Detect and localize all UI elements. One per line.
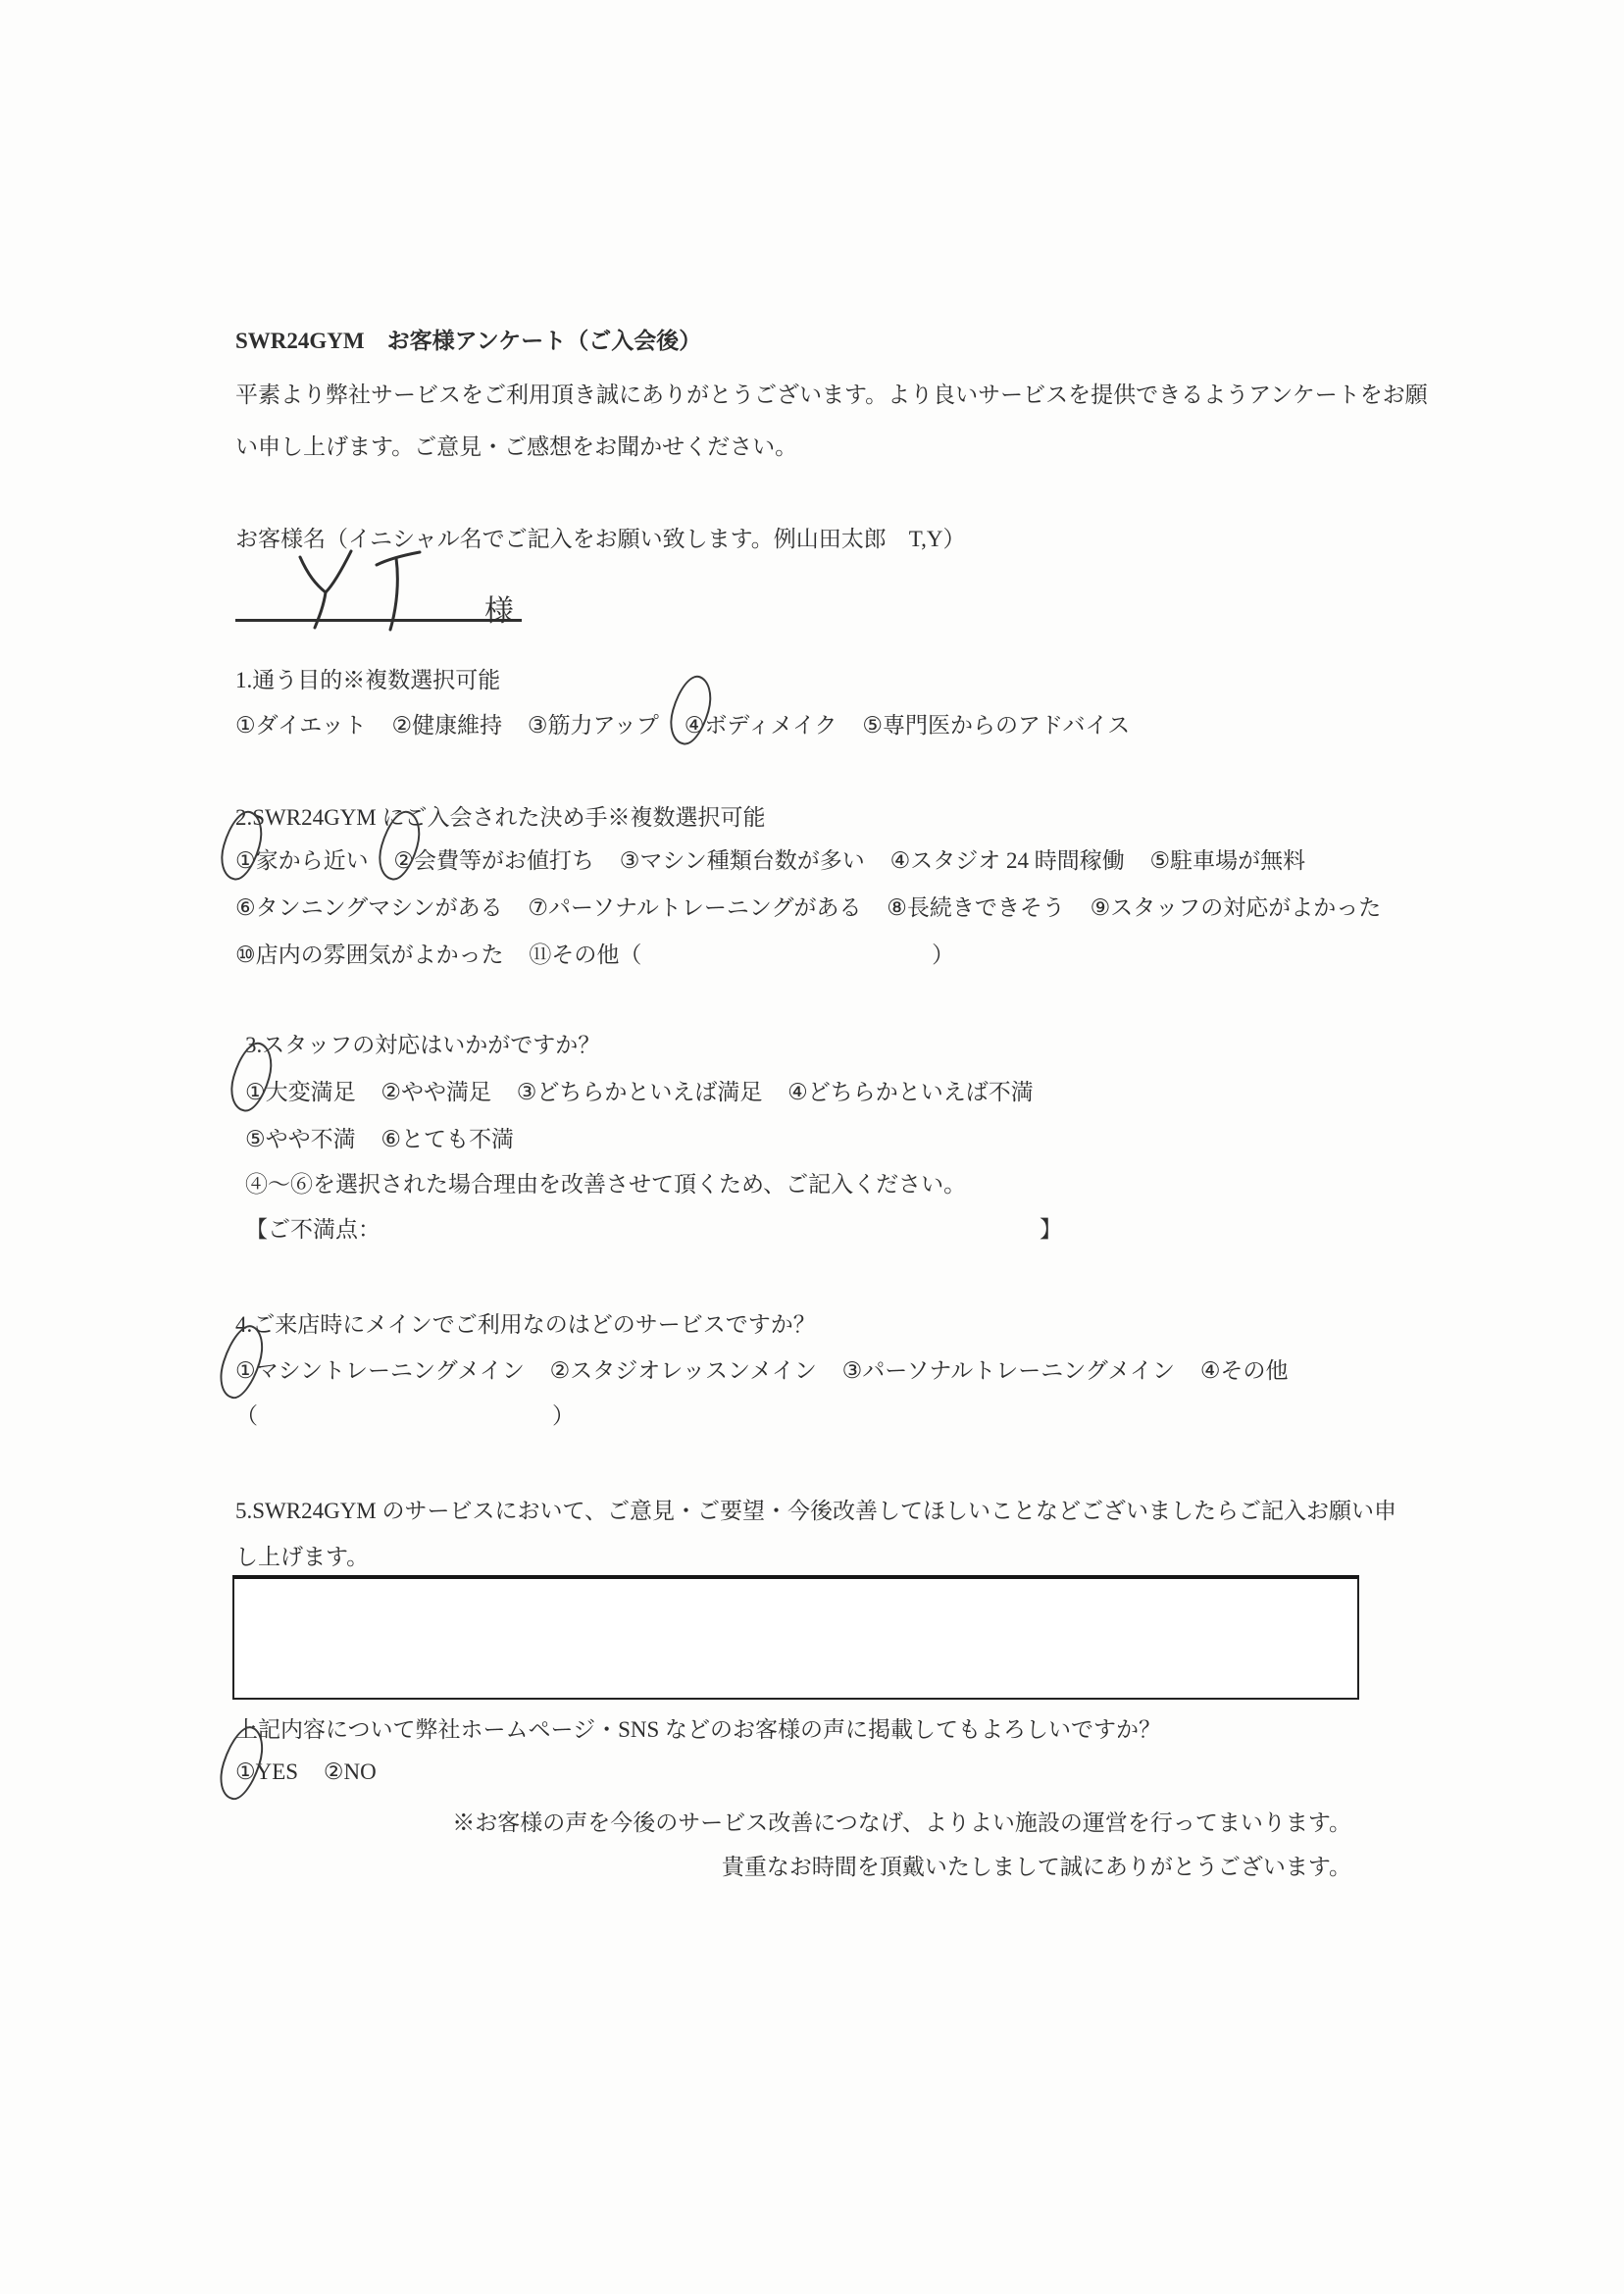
q3-options-line1 — [245, 1079, 1034, 1107]
q3-note: ④～⑥を選択された場合理由を改善させて頂くため、ご記入ください。 — [245, 1172, 967, 1197]
q4-option-3-number: ③ — [841, 1358, 863, 1383]
q1-option-4 — [685, 712, 837, 740]
q1-option-5-label: 専門医からのアドバイス — [882, 713, 1131, 738]
q4-option-3-label: パーソナルトレーニングメイン — [862, 1358, 1176, 1383]
q4-option-2-label: スタジオレッスンメイン — [570, 1358, 817, 1383]
q1-option-5 — [862, 712, 1130, 740]
q3-option-1-number: ① — [245, 1079, 266, 1107]
name-label: お客様名（イニシャル名でご記入をお願い致します。例山田太郎 T,Y） — [235, 527, 966, 551]
q1-option-4-label: ボディメイク — [704, 713, 837, 738]
q3-option-4-number: ④ — [787, 1080, 808, 1104]
q2-option-8-label: 長続きできそう — [906, 895, 1065, 920]
name-underline — [235, 619, 522, 622]
name-suffix: 様 — [484, 595, 514, 628]
q1-option-5-number: ⑤ — [862, 713, 883, 738]
q2-option-9 — [1091, 894, 1382, 923]
q4-other-open-paren: （ — [235, 1403, 258, 1428]
q1-option-3-number: ③ — [527, 713, 548, 738]
q1-option-1-label: ダイエット — [255, 713, 367, 738]
intro-line-2: い申し上げます。ご意見・ご感想をお聞かせください。 — [235, 434, 798, 459]
publish-option-no-number: ② — [323, 1759, 344, 1784]
q2-option-4-label: スタジオ 24 時間稼働 — [910, 848, 1125, 873]
q2-option-3-number: ③ — [619, 848, 640, 873]
q2-option-6-number: ⑥ — [235, 895, 256, 920]
q4-option-2-number: ② — [549, 1358, 571, 1383]
q3-option-5-label: やや不満 — [265, 1127, 356, 1151]
q3-option-3 — [517, 1079, 763, 1107]
q2-option-5 — [1149, 847, 1305, 876]
q3-option-4 — [787, 1079, 1034, 1107]
q3-header: 3.スタッフの対応はいかがですか？ — [245, 1033, 601, 1057]
intro-line-1: 平素より弊社サービスをご利用頂き誠にありがとうございます。より良いサービスを提供できるようアンケートをお願 — [235, 382, 1428, 407]
q3-option-4-label: どちらかといえば不満 — [807, 1080, 1034, 1104]
q3-option-3-number: ③ — [516, 1080, 537, 1104]
footer-note-2: 貴重なお時間を頂戴いたしまして誠にありがとうございます。 — [721, 1855, 1351, 1879]
q3-option-5-number: ⑤ — [245, 1127, 266, 1151]
q2-option-4-number: ④ — [889, 848, 911, 873]
q2-option-1 — [235, 847, 369, 876]
q2-option-6-label: タンニングマシンがある — [255, 895, 503, 920]
q3-option-1 — [245, 1079, 356, 1107]
q1-header: 1.通う目的※複数選択可能 — [235, 668, 501, 692]
q4-option-1 — [235, 1357, 525, 1386]
q3-option-1-label: 大変満足 — [265, 1080, 356, 1104]
q2-option-2 — [393, 847, 594, 876]
q3-option-6-label: とても不満 — [401, 1127, 514, 1151]
q1-option-2-label: 健康維持 — [412, 713, 503, 738]
q2-option-1-label: 家から近い — [255, 848, 369, 873]
q1-option-1-number: ① — [235, 713, 256, 738]
q1-option-2-number: ② — [391, 713, 413, 738]
q2-options-line2 — [235, 894, 1381, 923]
q4-option-4-number: ④ — [1199, 1358, 1221, 1383]
q1-option-2 — [392, 712, 503, 740]
q3-dissatisfaction-open: 【ご不満点： — [245, 1217, 381, 1242]
q2-option-4 — [890, 847, 1125, 876]
footer-note-1: ※お客様の声を今後のサービス改善につなげ、よりよい施設の運営を行ってまいります。 — [452, 1810, 1351, 1835]
q2-option-7-number: ⑦ — [528, 895, 548, 920]
publish-option-yes — [235, 1759, 298, 1787]
q2-option-11-number: ⑪ — [529, 943, 552, 967]
q3-option-2-label: やや満足 — [401, 1080, 491, 1104]
q4-option-2 — [550, 1357, 817, 1386]
q4-option-4-label: その他 — [1220, 1358, 1289, 1383]
publish-options — [235, 1759, 377, 1787]
q1-option-3-label: 筋力アップ — [547, 713, 659, 738]
q4-other-close-paren: ） — [552, 1403, 575, 1428]
q2-option-11 — [529, 942, 641, 970]
q3-option-2-number: ② — [381, 1080, 401, 1104]
q3-option-3-label: どちらかといえば満足 — [536, 1080, 763, 1104]
publish-question: 上記内容について弊社ホームページ・SNS などのお客様の声に掲載してもよろしいですか？ — [235, 1717, 1162, 1742]
q4-option-1-label: マシントレーニングメイン — [255, 1358, 525, 1383]
q2-option-1-number: ① — [235, 847, 256, 876]
q5-header-line1: 5.SWR24GYM のサービスにおいて、ご意見・ご要望・今後改善してほしいことなどございましたらご記入お願い申 — [235, 1499, 1397, 1523]
q2-option-10-label: 店内の雰囲気がよかった — [255, 943, 504, 967]
q2-options-line3 — [235, 942, 954, 970]
publish-option-no-label: NO — [343, 1759, 377, 1784]
q2-option-3 — [620, 847, 865, 876]
q2-option-8 — [887, 894, 1065, 923]
q2-header: 2.SWR24GYM にご入会された決め手※複数選択可能 — [235, 805, 766, 830]
q1-option-4-number: ④ — [685, 712, 705, 740]
q2-option-5-number: ⑤ — [1149, 848, 1171, 873]
form-title: SWR24GYM お客様アンケート（ご入会後） — [235, 329, 702, 353]
q5-comment-box — [232, 1575, 1359, 1700]
publish-option-no — [324, 1759, 377, 1787]
q3-option-6 — [381, 1126, 514, 1154]
q2-options-line1 — [235, 847, 1305, 876]
q2-option-10-number: ⑩ — [235, 943, 256, 967]
q1-option-3 — [528, 712, 659, 740]
q2-option-10 — [235, 942, 504, 970]
q3-option-5 — [245, 1126, 356, 1154]
q3-option-2 — [381, 1079, 491, 1107]
q2-option-2-label: 会費等がお値打ち — [414, 848, 594, 873]
q2-option-9-label: スタッフの対応がよかった — [1110, 895, 1382, 920]
q1-option-1 — [235, 712, 367, 740]
q3-dissatisfaction-field — [245, 1216, 1062, 1245]
q2-option-7 — [528, 894, 861, 923]
q4-option-3 — [842, 1357, 1175, 1386]
q5-header-line2: し上げます。 — [235, 1545, 370, 1569]
publish-option-yes-label: YES — [255, 1759, 299, 1784]
q2-option-3-label: マシン種類台数が多い — [639, 848, 865, 873]
q4-option-4 — [1200, 1357, 1289, 1386]
q3-options-line2 — [245, 1126, 514, 1154]
q4-header: 4.ご来店時にメインでご利用なのはどのサービスですか？ — [235, 1312, 816, 1337]
q4-other-field — [235, 1402, 575, 1431]
q2-option-11-label: その他（ — [551, 943, 642, 967]
q2-option-5-label: 駐車場が無料 — [1170, 848, 1306, 873]
q2-option-8-number: ⑧ — [887, 895, 907, 920]
q2-option-2-number: ② — [393, 847, 414, 876]
q3-option-6-number: ⑥ — [381, 1127, 401, 1151]
q1-options — [235, 712, 1130, 740]
publish-option-yes-number: ① — [235, 1759, 256, 1787]
q2-option-6 — [235, 894, 503, 923]
q2-other-close-paren: ） — [932, 943, 955, 967]
q4-options — [235, 1357, 1288, 1386]
q3-dissatisfaction-close: 】 — [1040, 1217, 1062, 1242]
q4-option-1-number: ① — [235, 1357, 256, 1386]
handwritten-initials — [286, 549, 433, 636]
q2-option-9-number: ⑨ — [1090, 895, 1111, 920]
q2-option-7-label: パーソナルトレーニングがある — [547, 895, 862, 920]
